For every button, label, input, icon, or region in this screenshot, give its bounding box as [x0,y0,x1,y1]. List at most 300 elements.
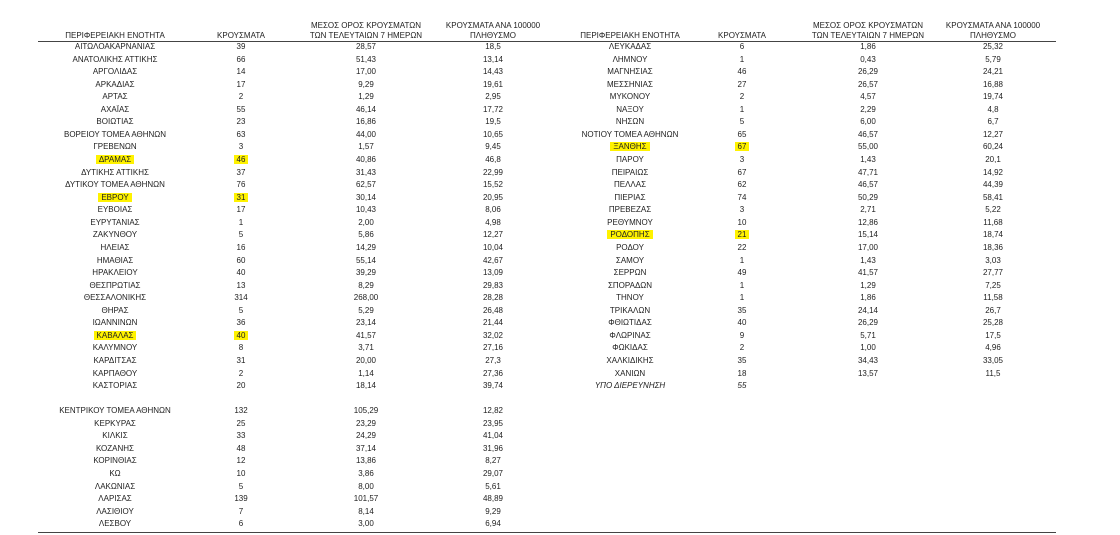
per100k-cell [930,140,1056,153]
avg-cell [298,341,434,354]
cases-cell [214,429,268,442]
per100k-cell [430,178,556,191]
avg-cell-text: 14,29 [355,242,377,252]
area-cell-text: ΜΕΣΣΗΝΙΑΣ [607,79,653,89]
area-cell [40,140,190,153]
left-header-per100k-line2: ΠΛΗΘΥΣΜΟ [469,31,517,40]
avg-cell [298,316,434,329]
area-cell-text: ΛΗΜΝΟΥ [612,54,648,64]
per100k-cell-text: 13,14 [482,54,504,64]
avg-cell [298,128,434,141]
area-cell-text: ΦΘΙΩΤΙΔΑΣ [608,318,652,328]
per100k-cell-text: 44,39 [982,180,1004,190]
per100k-cell-text: 5,22 [985,205,1001,215]
per100k-cell-text: 39,74 [482,381,504,391]
area-cell-text: ΗΡΑΚΛΕΙΟΥ [92,268,138,278]
avg-cell [298,404,434,417]
area-cell [40,128,190,141]
per100k-cell-text: 18,5 [485,42,501,51]
cases-cell-text: 40 [236,268,246,278]
area-cell [40,65,190,78]
avg-cell [298,329,434,342]
avg-cell [298,480,434,493]
cases-cell [715,203,769,216]
cases-cell [214,480,268,493]
cases-cell-text: 12 [236,456,246,466]
avg-cell-text: 34,43 [857,356,879,365]
avg-cell-text: 4,57 [860,92,876,102]
area-cell-text: ΣΠΟΡΑΔΩΝ [607,280,653,290]
cases-cell [715,341,769,354]
area-cell-text: ΚΟΡΙΝΘΙΑΣ [93,456,137,466]
area-cell-text: ΗΛΕΙΑΣ [100,242,130,252]
cases-cell-text: 16 [236,242,246,252]
avg-cell-text: 2,71 [860,205,876,215]
cases-cell-text: 35 [737,356,747,365]
per100k-cell [930,367,1056,380]
right-header-avg [800,21,936,41]
cases-cell-text: 49 [737,268,747,278]
avg-cell-text: 12,86 [857,217,879,227]
right-header-per100k [930,21,1056,41]
avg-cell [298,153,434,166]
per100k-cell-text: 31,96 [482,443,504,453]
per100k-cell-text: 4,96 [985,343,1001,353]
per100k-cell-text: 42,67 [482,255,504,265]
cases-cell [214,203,268,216]
area-cell-text: ΤΡΙΚΑΛΩΝ [609,305,651,315]
avg-cell [800,367,936,380]
area-cell-text: ΙΩΑΝΝΙΝΩΝ [92,318,138,328]
avg-cell [800,53,936,66]
avg-cell-text: 47,71 [857,167,879,177]
avg-cell [800,103,936,116]
per100k-cell-text: 2,95 [485,92,501,102]
area-cell [40,40,190,53]
avg-cell-text: 5,71 [860,330,876,340]
per100k-cell-text: 15,52 [482,180,504,190]
cases-cell-text: 21 [735,230,750,239]
avg-cell-text: 1,43 [860,155,876,165]
right-header-cases: ΚΡΟΥΣΜΑΤΑ [718,31,766,40]
per100k-cell-text: 20,1 [985,155,1001,165]
cases-cell [214,128,268,141]
avg-cell-text: 1,00 [860,343,876,353]
cases-cell-text: 3 [739,205,745,215]
per100k-cell-text: 25,32 [982,42,1004,51]
cases-cell [715,254,769,267]
area-cell-text: ΦΩΚΙΔΑΣ [612,343,648,353]
per100k-cell [430,505,556,518]
avg-cell-text: 17,00 [355,67,377,77]
area-cell-text: ΠΙΕΡΙΑΣ [614,192,646,202]
cases-cell-text: 46 [234,155,249,164]
cases-cell [214,367,268,380]
avg-cell-text: 55,00 [857,142,879,152]
area-cell-text: ΚΑΒΑΛΑΣ [94,331,137,340]
cases-cell [214,492,268,505]
avg-cell-text: 13,57 [857,368,879,378]
cases-cell-text: 2 [739,343,745,353]
per100k-cell [430,115,556,128]
per100k-cell-text: 48,89 [482,494,504,504]
avg-cell [800,78,936,91]
area-cell-text: ΑΝΑΤΟΛΙΚΗΣ ΑΤΤΙΚΗΣ [72,54,158,64]
bottom-rule [38,532,1056,533]
area-cell [40,153,190,166]
per100k-cell [430,454,556,467]
avg-cell [298,279,434,292]
area-cell-text: ΑΡΓΟΛΙΔΑΣ [92,67,138,77]
cases-cell [715,153,769,166]
avg-cell-text: 1,14 [358,368,374,378]
per100k-cell [430,291,556,304]
per100k-cell-text: 6,7 [987,117,999,127]
area-cell [40,517,190,530]
cases-cell-text: 31 [234,193,249,202]
area-cell [555,65,705,78]
cases-cell [715,329,769,342]
avg-cell [298,166,434,179]
cases-cell-text: 60 [236,255,246,265]
avg-cell-text: 5,29 [358,305,374,315]
area-cell [40,266,190,279]
cases-cell [715,140,769,153]
avg-cell-text: 268,00 [353,293,379,303]
cases-cell [715,304,769,317]
area-cell [555,291,705,304]
avg-cell [298,367,434,380]
cases-cell-text: 14 [236,67,246,77]
area-cell [40,379,190,392]
area-cell [40,241,190,254]
per100k-cell [930,203,1056,216]
cases-cell [214,140,268,153]
avg-cell-text: 26,29 [857,318,879,328]
avg-cell-text: 3,86 [358,469,374,479]
area-cell [40,304,190,317]
area-cell [40,354,190,367]
per100k-cell-text: 32,02 [482,330,504,340]
cases-cell-text: 6 [739,42,745,51]
per100k-cell [430,367,556,380]
avg-cell-text: 16,86 [355,117,377,127]
cases-cell-text: 67 [737,167,747,177]
area-cell-text: ΕΒΡΟΥ [98,193,131,202]
area-cell-text: ΚΟΖΑΝΗΣ [95,443,135,453]
per100k-cell [430,53,556,66]
per100k-cell [430,404,556,417]
cases-cell [715,241,769,254]
area-cell-text: ΡΕΘΥΜΝΟΥ [607,217,653,227]
area-cell-text: ΛΑΚΩΝΙΑΣ [94,481,136,491]
area-cell-text: ΣΑΜΟΥ [615,255,645,265]
avg-cell [298,90,434,103]
area-cell-text: ΞΑΝΘΗΣ [610,142,649,151]
per100k-cell-text: 12,27 [982,129,1004,139]
per100k-cell [430,153,556,166]
per100k-cell-text: 17,72 [482,104,504,114]
avg-cell [800,178,936,191]
area-cell-text: ΔΥΤΙΚΟΥ ΤΟΜΕΑ ΑΘΗΝΩΝ [65,180,165,190]
per100k-cell [930,90,1056,103]
area-cell-text: ΥΠΟ ΔΙΕΡΕΥΝΗΣΗ [594,381,666,391]
avg-cell [298,216,434,229]
per100k-cell-text: 46,8 [485,155,501,165]
area-cell-text: ΣΕΡΡΩΝ [613,268,647,278]
per100k-cell [930,166,1056,179]
per100k-cell-text: 4,8 [987,104,999,114]
avg-cell [800,191,936,204]
avg-cell [800,65,936,78]
area-cell-text: ΚΑΡΔΙΤΣΑΣ [93,356,137,365]
per100k-cell [430,78,556,91]
per100k-cell-text: 10,04 [482,242,504,252]
avg-cell [298,241,434,254]
avg-cell [800,166,936,179]
per100k-cell [430,517,556,530]
area-cell-text: ΒΟΡΕΙΟΥ ΤΟΜΕΑ ΑΘΗΝΩΝ [63,129,167,139]
avg-cell [298,140,434,153]
avg-cell-text: 1,86 [860,293,876,303]
per100k-cell [930,53,1056,66]
per100k-cell [430,191,556,204]
avg-cell-text: 5,86 [358,230,374,240]
left-header-avg [298,21,434,41]
right-header-avg-line2: ΤΩΝ ΤΕΛΕΥΤΑΙΩΝ 7 ΗΜΕΡΩΝ [811,31,925,40]
per100k-cell [430,65,556,78]
cases-cell [214,153,268,166]
per100k-cell-text: 14,92 [982,167,1004,177]
per100k-cell [430,480,556,493]
per100k-cell [430,254,556,267]
cases-cell [715,266,769,279]
per100k-cell [930,354,1056,367]
cases-cell-text: 5 [238,230,244,240]
avg-cell-text: 46,57 [857,180,879,190]
area-cell [40,166,190,179]
left-header-avg-line1: ΜΕΣΟΣ ΟΡΟΣ ΚΡΟΥΣΜΑΤΩΝ [310,21,422,30]
per100k-cell [930,78,1056,91]
avg-cell [800,291,936,304]
cases-cell [715,90,769,103]
per100k-cell-text: 27,77 [982,268,1004,278]
per100k-cell-text: 19,74 [982,92,1004,102]
cases-cell [214,40,268,53]
per100k-cell [930,304,1056,317]
avg-cell-text: 10,43 [355,205,377,215]
cases-cell [715,216,769,229]
cases-cell [214,329,268,342]
per100k-cell-text: 10,65 [482,129,504,139]
left-header-area: ΠΕΡΙΦΕΡΕΙΑΚΗ ΕΝΟΤΗΤΑ [65,31,165,40]
per100k-cell-text: 8,27 [485,456,501,466]
per100k-cell [930,254,1056,267]
cases-cell-text: 63 [236,129,246,139]
cases-cell-text: 132 [234,406,248,416]
per100k-cell-text: 12,27 [482,230,504,240]
area-cell-text: ΕΥΒΟΙΑΣ [97,205,133,215]
cases-cell [214,442,268,455]
per100k-cell [430,442,556,455]
per100k-cell-text: 26,7 [985,305,1001,315]
per100k-cell [430,417,556,430]
avg-cell-text: 2,29 [860,104,876,114]
avg-cell-text: 1,43 [860,255,876,265]
per100k-cell-text: 5,61 [485,481,501,491]
avg-cell [298,228,434,241]
per100k-cell-text: 14,43 [482,67,504,77]
cases-cell-text: 3 [238,142,244,152]
avg-cell [298,78,434,91]
cases-cell [715,291,769,304]
area-cell-text: ΧΑΝΙΩΝ [614,368,646,378]
area-cell-text: ΜΥΚΟΝΟΥ [609,92,651,102]
avg-cell-text: 28,57 [355,42,377,51]
cases-cell-text: 314 [234,293,248,303]
area-cell [40,329,190,342]
per100k-cell-text: 19,61 [482,79,504,89]
cases-cell-text: 1 [238,217,244,227]
area-cell-text: ΝΗΣΩΝ [615,117,645,127]
per100k-cell-text: 28,28 [482,293,504,303]
avg-cell [298,354,434,367]
cases-cell [214,90,268,103]
per100k-cell-text: 11,5 [985,368,1001,378]
cases-cell [214,216,268,229]
area-cell [555,178,705,191]
area-cell [40,367,190,380]
area-cell [40,316,190,329]
avg-cell [298,40,434,53]
per100k-cell-text: 25,28 [982,318,1004,328]
avg-cell-text: 8,29 [358,280,374,290]
per100k-cell [930,291,1056,304]
per100k-cell [430,429,556,442]
per100k-cell-text: 60,24 [982,142,1004,152]
cases-cell [214,241,268,254]
avg-cell [800,254,936,267]
area-cell [40,115,190,128]
per100k-cell-text: 20,95 [482,192,504,202]
cases-cell [715,354,769,367]
avg-cell [298,505,434,518]
avg-cell [298,115,434,128]
avg-cell [800,316,936,329]
cases-cell-text: 55 [737,381,747,391]
avg-cell [298,492,434,505]
area-cell [555,379,705,392]
area-cell [555,266,705,279]
avg-cell-text: 8,14 [358,506,374,516]
cases-cell [214,103,268,116]
per100k-cell [430,216,556,229]
area-cell-text: ΑΡΤΑΣ [102,92,128,102]
per100k-cell [930,40,1056,53]
per100k-cell-text: 21,44 [482,318,504,328]
area-cell-text: ΛΕΣΒΟΥ [98,519,132,529]
cases-cell [214,379,268,392]
area-cell-text: ΖΑΚΥΝΘΟΥ [92,230,138,240]
cases-cell [214,517,268,530]
cases-cell [214,115,268,128]
per100k-cell-text: 4,98 [485,217,501,227]
cases-cell-text: 8 [238,343,244,353]
avg-cell [800,329,936,342]
cases-cell [214,65,268,78]
per100k-cell [430,354,556,367]
per100k-cell-text: 22,99 [482,167,504,177]
avg-cell-text: 62,57 [355,180,377,190]
avg-cell-text: 18,14 [355,381,377,391]
area-cell [555,216,705,229]
per100k-cell [930,103,1056,116]
area-cell [40,254,190,267]
per100k-cell [430,316,556,329]
avg-cell [800,341,936,354]
area-cell [40,279,190,292]
avg-cell-text: 9,29 [358,79,374,89]
area-cell [40,442,190,455]
per100k-cell-text: 27,3 [485,356,501,365]
avg-cell [298,191,434,204]
per100k-cell [430,329,556,342]
area-cell [40,53,190,66]
area-cell-text: ΚΩ [109,469,121,479]
per100k-cell [930,241,1056,254]
avg-cell [800,241,936,254]
avg-cell-text: 3,00 [358,519,374,529]
cases-cell-text: 23 [236,117,246,127]
avg-cell [298,417,434,430]
cases-cell-text: 10 [236,469,246,479]
avg-cell-text: 24,14 [857,305,879,315]
cases-cell [214,53,268,66]
avg-cell-text: 46,14 [355,104,377,114]
per100k-cell-text: 13,09 [482,268,504,278]
right-header-per100k-line1: ΚΡΟΥΣΜΑΤΑ ΑΝΑ 100000 [945,21,1041,30]
cases-cell-text: 27 [737,79,747,89]
area-cell [555,115,705,128]
per100k-cell [430,341,556,354]
area-cell [40,216,190,229]
per100k-cell [430,279,556,292]
avg-cell-text: 26,57 [857,79,879,89]
cases-cell [715,53,769,66]
cases-cell-text: 10 [737,217,747,227]
per100k-cell-text: 29,83 [482,280,504,290]
area-cell [555,40,705,53]
per100k-cell-text: 3,03 [985,255,1001,265]
area-cell-text: ΠΡΕΒΕΖΑΣ [608,205,652,215]
cases-cell [715,178,769,191]
area-cell [555,367,705,380]
per100k-cell-text: 12,82 [482,406,504,416]
per100k-cell [430,266,556,279]
area-cell [555,103,705,116]
per100k-cell [930,341,1056,354]
avg-cell-text: 20,00 [355,356,377,365]
per100k-cell [430,203,556,216]
per100k-cell [930,191,1056,204]
cases-cell-text: 1 [739,104,745,114]
area-cell [40,404,190,417]
area-cell [40,103,190,116]
cases-cell [214,404,268,417]
avg-cell [298,429,434,442]
area-cell-text: ΝΟΤΙΟΥ ΤΟΜΕΑ ΑΘΗΝΩΝ [581,129,679,139]
cases-cell-text: 48 [236,443,246,453]
